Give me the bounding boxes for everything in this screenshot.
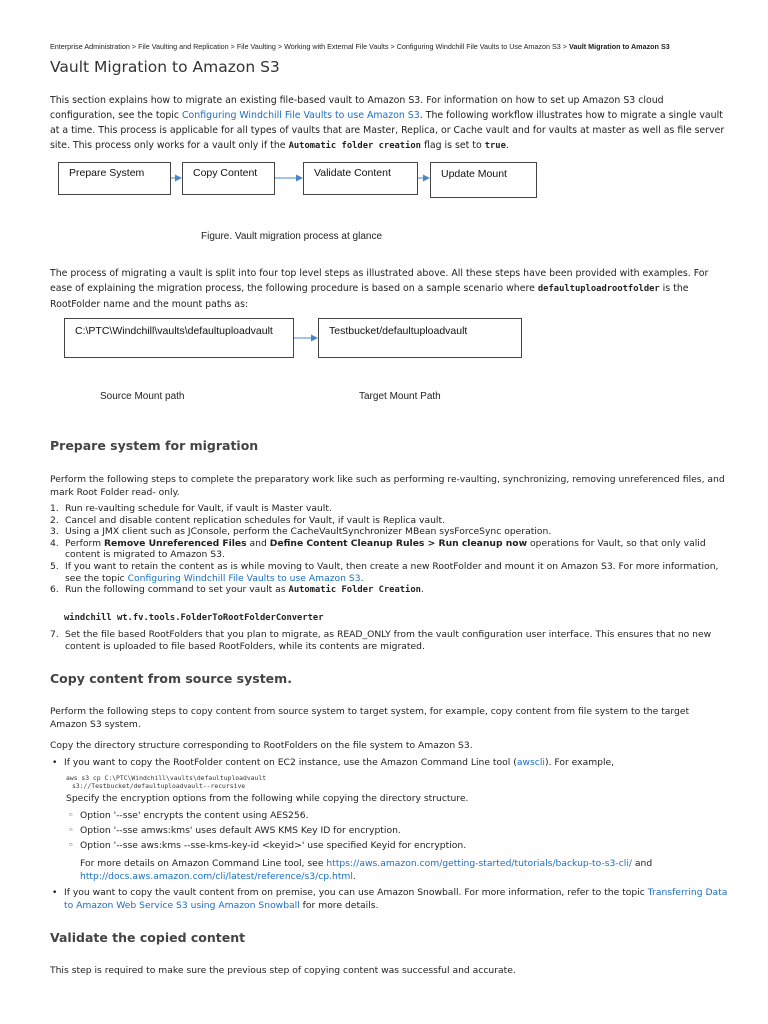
source-mount-label: Source Mount path — [100, 391, 185, 402]
more-text: For more details on Amazon Command Line tool, see — [80, 858, 327, 869]
step-text: . — [360, 572, 364, 584]
list-item: 4. Perform Remove Unreferenced Files and Define Content Cleanup Rules > Run cleanup now operations for Vault, so that only valid content is migrated to Amazon S3. — [50, 537, 706, 561]
step-text: Run re-vaulting schedule for Vault, if vault is Master vault. — [65, 503, 332, 514]
list-item: 5. If you want to retain the content as is while moving to Vault, then create a new RootFolder and mount it on Amazon S3. For more information, see the topic Configuring Windchill File Vaults to use Amazon S3. — [50, 560, 719, 584]
intro-link[interactable]: Configuring Windchill File Vaults to use Amazon S3 — [182, 110, 420, 121]
bullet-text: If you want to copy the vault content from on premise, you can use Amazon Snowball. For more information, refer to the topic — [64, 887, 648, 898]
more-details — [80, 857, 720, 883]
process-code: defaultuploadrootfolder — [537, 284, 660, 294]
breadcrumb-link[interactable]: Working with External File Vaults — [284, 42, 389, 51]
target-mount-label: Target Mount Path — [359, 391, 441, 402]
source-mount-box: C:\PTC\Windchill\vaults\defaultuploadvault — [64, 318, 294, 358]
list-item: ◦ Option '--sse aws:kms --sse-kms-key-id <keyid>' use specified Keyid for encryption. — [66, 838, 726, 853]
mount-arrow — [0, 300, 768, 380]
breadcrumb-sep: > — [388, 42, 397, 51]
list-item — [50, 757, 730, 770]
step-text: Using a JMX client such as JConsole, perform the CacheVaultSynchronizer MBean sysForceSync operation. — [65, 526, 552, 538]
copy-bullet-2 — [50, 886, 730, 912]
breadcrumb-link[interactable]: File Vaulting — [236, 42, 276, 51]
bullet-text: ). For example, — [544, 757, 615, 768]
step-bold: Remove Unreferenced Files — [103, 537, 247, 549]
list-item: 7. Set the file based RootFolders that you plan to migrate, as READ_ONLY from the vault configuration user interface. This ensures that no new content is uploaded to file based RootFolders, while its contents are migrated. — [50, 629, 712, 652]
prepare-steps — [50, 503, 730, 597]
list-item: 3. Using a JMX client such as JConsole, perform the CacheVaultSynchronizer MBean sysForceSync operation. — [50, 526, 552, 538]
intro-text: flag is set to — [420, 140, 485, 151]
intro-code: Automatic folder creation — [288, 141, 421, 151]
awscli-link[interactable]: awscli — [516, 757, 545, 768]
copy-intro: Perform the following steps to copy content from source system to target system, for example, copy content from file system to the target Amazon S3 system. — [50, 706, 690, 730]
prepare-steps-cont — [50, 629, 730, 652]
step-code: Automatic Folder Creation — [288, 585, 421, 596]
breadcrumb-link[interactable]: File Vaulting and Replication — [138, 42, 229, 51]
validate-intro: This step is required to make sure the previous step of copying content was successful and accurate. — [50, 965, 516, 976]
aws-tutorial-link[interactable]: https://aws.amazon.com/getting-started/tutorials/backup-to-s3-cli/ — [326, 858, 632, 869]
step-text: and — [246, 537, 270, 549]
aws-command-line-1: aws s3 cp C:\PTC\Windchill\vaults\defaultuploadvault — [66, 774, 267, 782]
converter-command: windchill wt.fv.tools.FolderToRootFolderConverter — [64, 613, 324, 623]
breadcrumb-sep: > — [560, 42, 569, 51]
list-item: 6. Run the following command to set your vault as Automatic Folder Creation. — [50, 584, 424, 596]
aws-docs-link[interactable]: http://docs.aws.amazon.com/cli/latest/reference/s3/cp.html — [80, 871, 353, 882]
aws-command-line-2: s3://Testbucket/defaultuploadvault--recursive — [72, 782, 246, 790]
step-text: Cancel and disable content replication schedules for Vault, if vault is Replica vault. — [65, 514, 445, 526]
intro-text: . — [505, 140, 509, 151]
copy-bullet-1 — [50, 757, 730, 770]
more-text: . — [352, 871, 356, 882]
list-item: 1. Run re-vaulting schedule for Vault, if vault is Master vault. — [50, 503, 332, 514]
breadcrumb-link[interactable]: Enterprise Administration — [50, 42, 130, 51]
more-text: and — [631, 858, 653, 869]
workflow-step-update: Update Mount — [430, 162, 537, 198]
process-text: The process of migrating a vault is split into four top level steps as illustrated above. All these steps have been provided with examples. For ease of explaining the migration process, the following procedure is based on a sample scenario where — [50, 268, 709, 294]
process-text: is the RootFolder name and the mount paths as: — [50, 283, 689, 310]
list-item: ◦ Option '--sse amws:kms' uses default AWS KMS Key ID for encryption. — [66, 823, 726, 838]
bullet-text: If you want to copy the RootFolder content on EC2 instance, use the Amazon Command Line tool ( — [64, 757, 517, 768]
copy-heading: Copy content from source system. — [50, 671, 292, 686]
intro-text: . The following workflow illustrates how to migrate a single vault at a time. This process is applicable for all types of vaults that are Master, Replica, or Cache vault and for vaults at master as well as file server site. This process only works for a vault only if the — [50, 110, 725, 151]
snowball-link[interactable]: Transferring Data to Amazon Web Service S3 using Amazon Snowball — [64, 887, 728, 911]
breadcrumb-sep: > — [275, 42, 285, 51]
step-text: . — [420, 584, 424, 596]
step-text: Set the file based RootFolders that you plan to migrate, as READ_ONLY from the vault configuration user interface. This ensures that no new content is uploaded to file based RootFolders, while its contents are migrated. — [65, 629, 712, 652]
prepare-heading: Prepare system for migration — [50, 438, 259, 453]
workflow-step-validate: Validate Content — [303, 162, 418, 195]
figure-caption: Figure. Vault migration process at glance — [201, 231, 383, 242]
list-item — [50, 886, 730, 912]
intro-code: true — [484, 141, 506, 151]
list-item: ◦ Option '--sse' encrypts the content using AES256. — [66, 808, 726, 823]
step-text: Perform — [65, 537, 104, 549]
encryption-intro: Specify the encryption options from the following while copying the directory structure. — [66, 793, 469, 804]
bullet-text: for more details. — [299, 900, 379, 911]
workflow-arrows — [0, 0, 768, 260]
encryption-options — [66, 808, 726, 853]
prepare-intro: Perform the following steps to complete the preparatory work like such as performing re-vaulting, synchronizing, removing unreferenced files, and mark Root Folder read- only. — [50, 474, 725, 498]
intro-text: This section explains how to migrate an existing file-based vault to Amazon S3. For information on how to set up Amazon S3 cloud configuration, see the topic — [50, 95, 664, 121]
copy-intro-2: Copy the directory structure corresponding to RootFolders on the file system to Amazon S3. — [50, 740, 473, 751]
step-bold: Define Content Cleanup Rules > Run cleanup now — [269, 537, 528, 549]
list-item: 2. Cancel and disable content replication schedules for Vault, if vault is Replica vault. — [50, 514, 445, 526]
step-text: If you want to retain the content as is while moving to Vault, then create a new RootFolder and mount it on Amazon S3. For more information, see the topic — [65, 560, 719, 584]
breadcrumb-sep: > — [228, 42, 237, 51]
breadcrumb-link[interactable]: Configuring Windchill File Vaults to Use Amazon S3 — [396, 42, 561, 51]
workflow-step-copy: Copy Content — [182, 162, 275, 195]
step-text: Run the following command to set your vault as — [65, 584, 289, 596]
page-title: Vault Migration to Amazon S3 — [50, 58, 280, 76]
validate-heading: Validate the copied content — [50, 930, 246, 945]
breadcrumb-sep: > — [129, 42, 139, 51]
workflow-step-prepare: Prepare System — [58, 162, 171, 195]
step-link[interactable]: Configuring Windchill File Vaults to use Amazon S3 — [127, 572, 361, 584]
step-text: operations for Vault, so that only valid content is migrated to Amazon S3. — [65, 537, 706, 561]
breadcrumb-current: Vault Migration to Amazon S3 — [568, 42, 670, 51]
target-mount-box: Testbucket/defaultuploadvault — [318, 318, 522, 358]
